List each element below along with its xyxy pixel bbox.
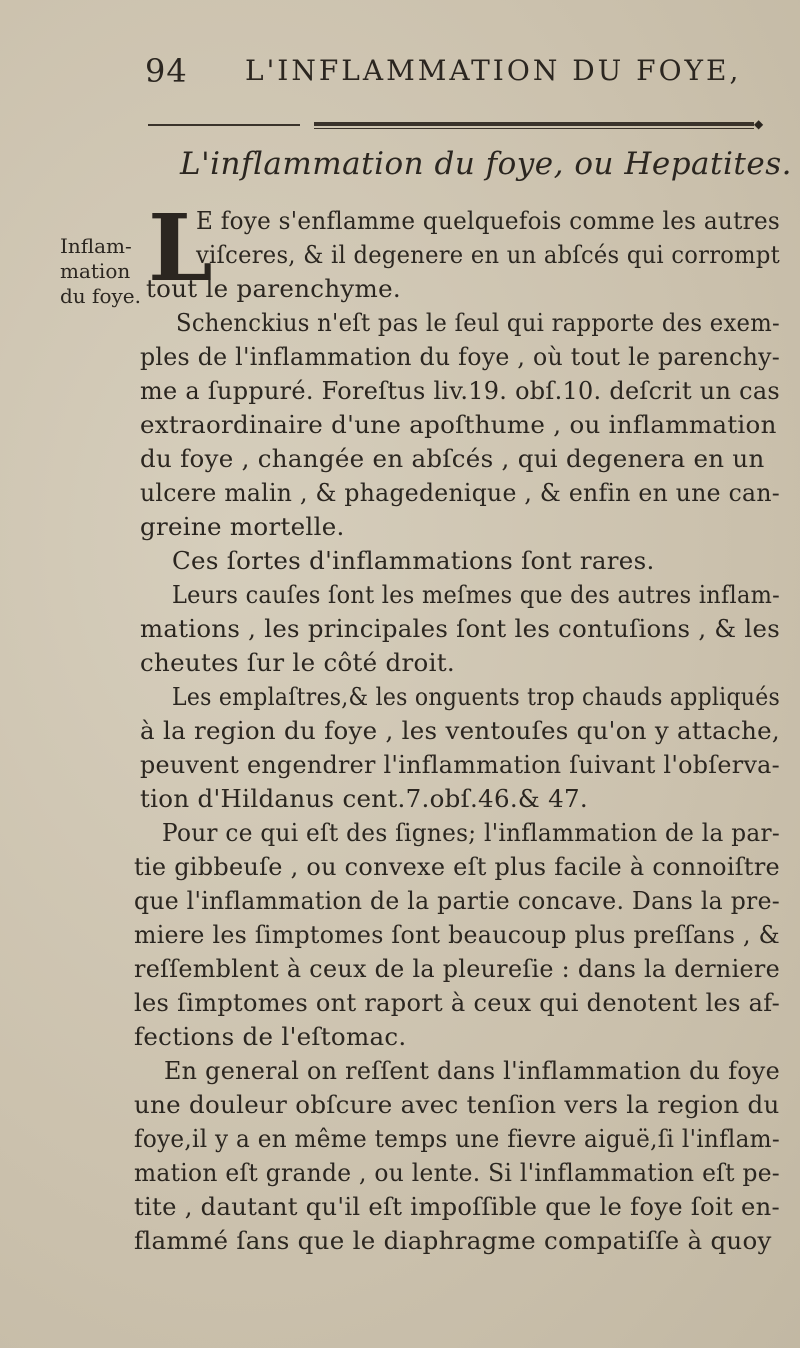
text-line: ulcere malin , & phagedenique , & enfin en une can- bbox=[140, 478, 780, 507]
text-line: fections de l'eſtomac. bbox=[134, 1022, 407, 1051]
text-line: viſceres, & il degenere en un abſcés qui corrompt bbox=[196, 240, 780, 269]
page-number: 94 bbox=[145, 52, 188, 90]
rule-short bbox=[148, 124, 300, 126]
drop-cap: L bbox=[148, 194, 213, 302]
margin-note bbox=[60, 234, 144, 309]
text-line: Ces ſortes d'inflammations ſont rares. bbox=[172, 546, 655, 575]
rule-end-ornament-icon: ◆ bbox=[754, 117, 764, 131]
rule-long-thin bbox=[314, 128, 754, 129]
text-line: Schenckius n'eſt pas le ſeul qui rapporte des exem- bbox=[176, 308, 780, 337]
text-line: une douleur obſcure avec tenſion vers la region du bbox=[134, 1090, 780, 1119]
text-line: En general on reſſent dans l'inflammation du foye bbox=[164, 1056, 780, 1085]
margin-note-line: mation bbox=[60, 259, 131, 283]
ornamental-rule bbox=[148, 117, 773, 131]
text-line: Pour ce qui eſt des ſignes; l'inflammation de la par- bbox=[162, 818, 780, 847]
text-line: miere les ſimptomes ſont beaucoup plus preſſans , & bbox=[134, 920, 780, 949]
text-line: extraordinaire d'une apoſthume , ou inflammation bbox=[140, 410, 777, 439]
text-line: mations , les principales ſont les contuſions , & les bbox=[140, 614, 781, 643]
text-line: E foye s'enflamme quelquefois comme les autres bbox=[196, 206, 781, 235]
text-line: tite , dautant qu'il eſt impoſſible que le foye ſoit en- bbox=[134, 1192, 781, 1221]
text-line: tie gibbeuſe , ou convexe eſt plus facile à connoiſtre bbox=[134, 852, 781, 881]
margin-note-line: Inflam- bbox=[60, 234, 132, 258]
text-line: tion d'Hildanus cent.7.obſ.46.& 47. bbox=[140, 784, 588, 813]
text-line: ples de l'inflammation du foye , où tout le parenchy- bbox=[140, 342, 781, 371]
text-line: cheutes ſur le côté droit. bbox=[140, 648, 455, 677]
text-line: que l'inflammation de la partie concave. Dans la pre- bbox=[134, 886, 780, 915]
text-line: du foye , changée en abſcés , qui degenera en un bbox=[140, 444, 765, 473]
text-line: flammé ſans que le diaphragme compatiſſe à quoy bbox=[134, 1226, 772, 1255]
rule-long-thick bbox=[314, 122, 754, 126]
text-line: Leurs cauſes ſont les meſmes que des autres inflam- bbox=[172, 580, 781, 609]
margin-note-line: du foye. bbox=[60, 284, 141, 308]
text-line: reſſemblent à ceux de la pleureſie : dans la derniere bbox=[134, 954, 781, 983]
text-line: mation eſt grande , ou lente. Si l'inflammation eſt pe- bbox=[134, 1158, 780, 1187]
text-line: Les emplaſtres,& les onguents trop chauds appliqués bbox=[172, 682, 781, 711]
text-line: me a ſuppuré. Foreſtus liv.19. obſ.10. deſcrit un cas bbox=[140, 376, 780, 405]
section-heading: L'inflammation du foye, ou Hepatites. bbox=[180, 146, 792, 182]
text-line: peuvent engendrer l'inflammation ſuivant l'obſerva- bbox=[140, 750, 780, 779]
text-line: tout le parenchyme. bbox=[146, 274, 401, 303]
text-line: greine mortelle. bbox=[140, 512, 345, 541]
text-line: foye,il y a en même temps une fievre aiguë,ſi l'inflam- bbox=[134, 1124, 781, 1153]
text-line: les ſimptomes ont raport à ceux qui denotent les af- bbox=[134, 988, 781, 1017]
text-line: à la region du foye , les ventouſes qu'on y attache, bbox=[140, 716, 780, 745]
running-title: L'INFLAMMATION DU FOYE, bbox=[245, 54, 742, 87]
running-head bbox=[145, 52, 765, 96]
